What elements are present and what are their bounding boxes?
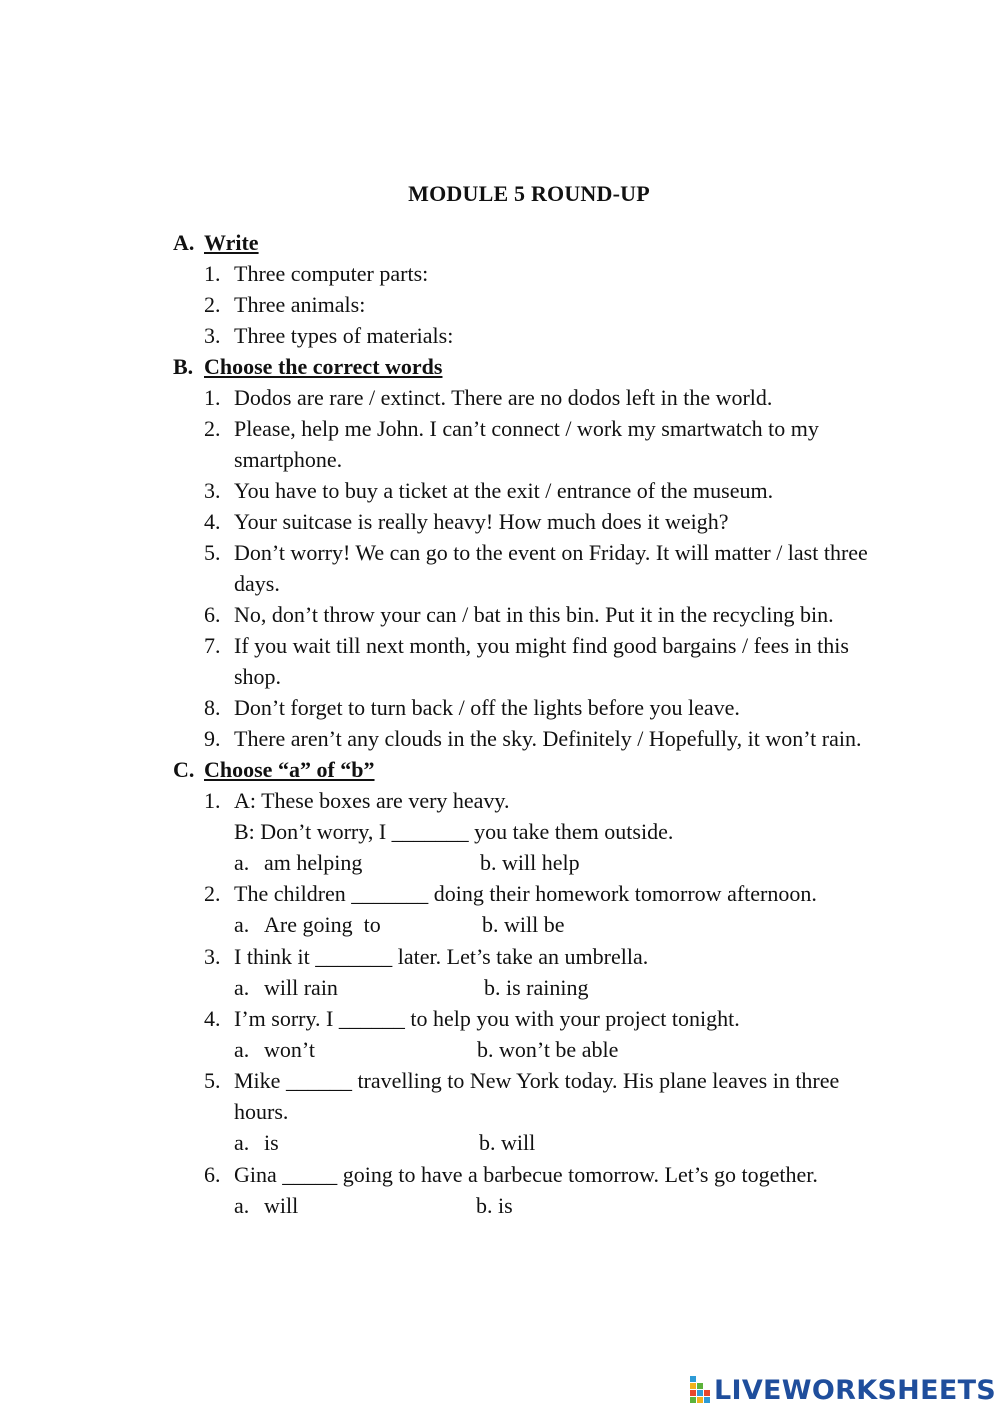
question-item: 3. I think it _______ later. Let’s take an umbrella. — [204, 944, 649, 969]
section-b-header — [173, 352, 442, 382]
option-a: a. won’t — [234, 1037, 315, 1062]
list-item: 5. Don’t worry! We can go to the event on Friday. It will matter / last three — [204, 540, 868, 565]
section-c-letter: C. — [173, 757, 195, 782]
section-a-header — [173, 228, 259, 258]
list-item: 2. Please, help me John. I can’t connect / work my smartwatch to my — [204, 416, 819, 441]
option-b: b. will — [479, 1130, 536, 1155]
option-b: b. will be — [482, 912, 565, 937]
list-item: 2. Three animals: — [204, 292, 366, 317]
option-a: a. Are going to — [234, 912, 381, 937]
list-item: 1. Three computer parts: — [204, 261, 429, 286]
option-a: a. is — [234, 1130, 279, 1155]
liveworksheets-logo-icon — [690, 1376, 712, 1404]
liveworksheets-logo — [690, 1373, 996, 1407]
option-b: b. will help — [480, 850, 580, 875]
liveworksheets-logo-text: LIVEWORKSHEETS — [714, 1374, 997, 1406]
option-b: b. is — [476, 1193, 513, 1218]
section-a-letter: A. — [173, 230, 195, 255]
list-item: 3. Three types of materials: — [204, 323, 454, 348]
question-item: 2. The children _______ doing their homework tomorrow afternoon. — [204, 881, 817, 906]
option-a: a. am helping — [234, 850, 363, 875]
question-item: 5. Mike ______ travelling to New York today. His plane leaves in three — [204, 1068, 840, 1093]
page-title: MODULE 5 ROUND-UP — [408, 181, 650, 206]
list-item: 4. Your suitcase is really heavy! How much does it weigh? — [204, 509, 729, 534]
section-c-heading: Choose “a” of “b” — [204, 757, 375, 782]
list-item: 1. Dodos are rare / extinct. There are no dodos left in the world. — [204, 385, 773, 410]
list-item-continuation: smartphone. — [234, 447, 343, 472]
list-item: 8. Don’t forget to turn back / off the lights before you leave. — [204, 695, 740, 720]
section-a-heading: Write — [204, 230, 259, 255]
option-a: a. will — [234, 1193, 299, 1218]
list-item: 6. No, don’t throw your can / bat in this bin. Put it in the recycling bin. — [204, 602, 834, 627]
option-a: a. will rain — [234, 975, 338, 1000]
option-b: b. won’t be able — [477, 1037, 619, 1062]
list-item: 9. There aren’t any clouds in the sky. Definitely / Hopefully, it won’t rain. — [204, 726, 862, 751]
section-b-letter: B. — [173, 354, 194, 379]
question-item: 4. I’m sorry. I ______ to help you with your project tonight. — [204, 1006, 740, 1031]
section-c-header — [173, 755, 375, 785]
list-item: 7. If you wait till next month, you might find good bargains / fees in this — [204, 633, 849, 658]
list-item: 3. You have to buy a ticket at the exit / entrance of the museum. — [204, 478, 774, 503]
question-continuation: hours. — [234, 1099, 289, 1124]
question-continuation: B: Don’t worry, I _______ you take them outside. — [234, 819, 674, 844]
list-item-continuation: days. — [234, 571, 280, 596]
list-item-continuation: shop. — [234, 664, 282, 689]
option-b: b. is raining — [484, 975, 589, 1000]
question-item: 1. A: These boxes are very heavy. — [204, 788, 510, 813]
section-b-heading: Choose the correct words — [204, 354, 443, 379]
question-item: 6. Gina _____ going to have a barbecue tomorrow. Let’s go together. — [204, 1162, 818, 1187]
